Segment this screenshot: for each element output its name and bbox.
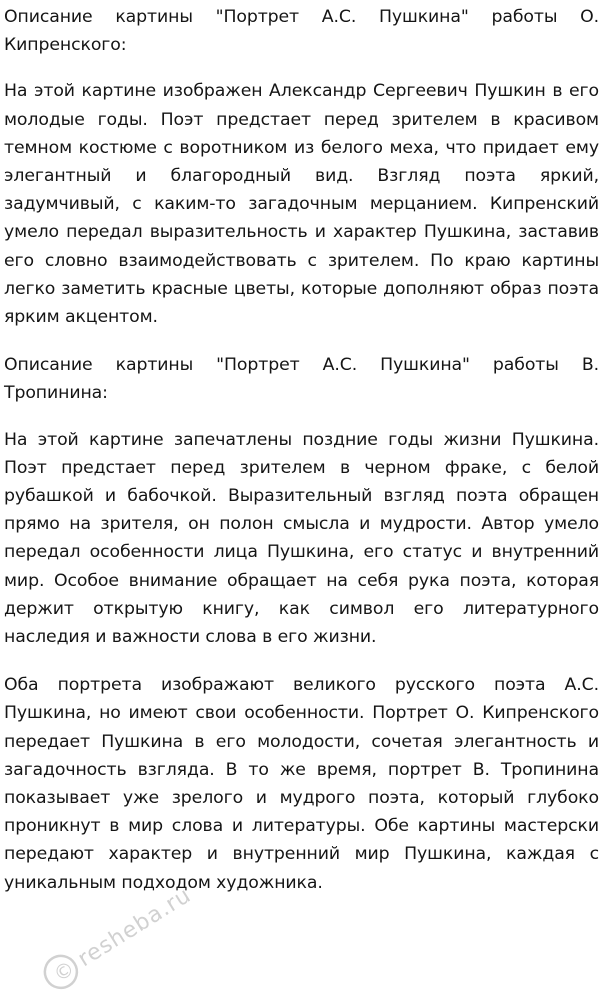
tropinin-heading: Описание картины "Портрет А.С. Пушкина" работы В. Тропинина:: [4, 355, 599, 404]
svg-text:resheba.ru: resheba.ru: [73, 882, 196, 973]
kiprensky-heading: Описание картины "Портрет А.С. Пушкина" работы О. Кипренского:: [4, 7, 599, 56]
kiprensky-description: На этой картине изображен Александр Сергеевич Пушкин в его молодые годы. Поэт предстает перед зрителем в красивом темном костюме с воротником из белого меха, что придает ему элегантный и благородный вид. Взгляд поэта яркий, задумчивый, с каким-то загадочным мерцанием. Кипренский умело передал выразительность и характер Пушкина, заставив его словно взаимодействовать с зрителем. По краю картины легко заметить красные цветы, которые дополняют образ поэта ярким акцентом.: [4, 81, 599, 328]
svg-text:©: ©: [49, 955, 79, 987]
comparison-paragraph: Оба портрета изображают великого русского поэта А.С. Пушкина, но имеют свои особенности. Портрет О. Кипренского передает Пушкина в его молодости, сочетая элегантность и загадочность взгляда. В то же время, портрет В. Тропинина показывает уже зрелого и мудрого поэта, который глубоко проникнут в мир слова и литературы. Обе картины мастерски передают характер и внутренний мир Пушкина, каждая с уникальным подходом художника.: [4, 675, 599, 893]
tropinin-description: На этой картине запечатлены поздние годы жизни Пушкина. Поэт предстает перед зрителем в черном фраке, с белой рубашкой и бабочкой. Выразительный взгляд поэта обращен прямо на зрителя, он полон смысла и мудрости. Автор умело передал особенности лица Пушкина, его статус и внутренний мир. Особое внимание обращает на себя рука поэта, которая держит открытую книгу, как символ его литературного наследия и важности слова в его жизни.: [4, 429, 599, 648]
